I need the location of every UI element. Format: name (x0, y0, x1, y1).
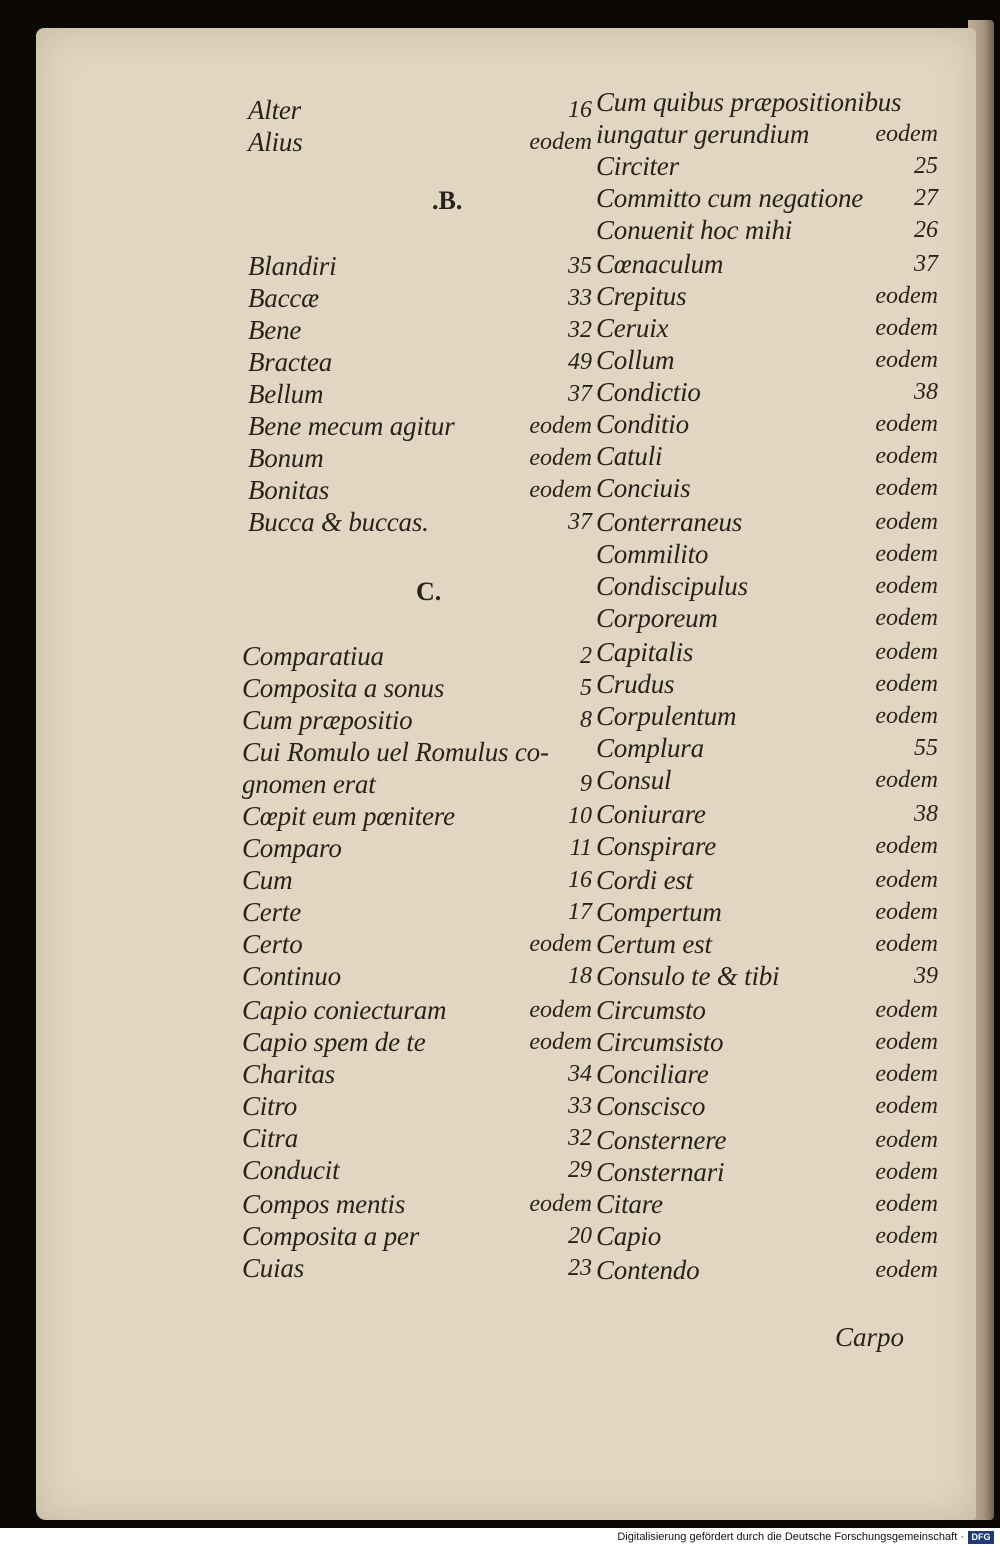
right-page-ref: eodem (875, 703, 938, 729)
left-index-term: Citra (242, 1123, 299, 1153)
right-page-ref: eodem (875, 443, 938, 469)
left-page-ref: 16 (568, 867, 592, 893)
right-page-ref: eodem (875, 1093, 938, 1119)
right-index-term: Circumsto (596, 995, 706, 1025)
right-page-ref: 27 (914, 185, 938, 211)
left-index-term: Composita a per (242, 1221, 420, 1251)
left-page-ref: eodem (529, 1029, 592, 1055)
left-page-ref: 49 (568, 349, 592, 375)
left-index-term: Continuo (242, 961, 341, 991)
left-page-ref: 33 (568, 1093, 592, 1119)
book-page (36, 28, 976, 1520)
right-index-term: Circumsisto (596, 1027, 724, 1057)
right-page-ref: 25 (914, 153, 938, 179)
right-index-term: Cordi est (596, 865, 693, 895)
left-index-term: gnomen erat (242, 769, 376, 799)
left-page-ref: eodem (529, 413, 592, 439)
right-index-term: Circiter (596, 151, 679, 181)
left-index-term: Bractea (248, 347, 333, 377)
right-page-ref: eodem (875, 283, 938, 309)
right-page-ref: eodem (875, 573, 938, 599)
left-index-term: Capio spem de te (242, 1027, 426, 1057)
right-index-term: Compertum (596, 897, 722, 927)
right-index-term: Capitalis (596, 637, 694, 667)
right-page-ref: eodem (875, 315, 938, 341)
right-index-term: Coniurare (596, 799, 706, 829)
left-page-ref: 2 (580, 643, 592, 669)
left-index-term: Bene mecum agitur (248, 411, 455, 441)
right-index-term: Consternere (596, 1125, 727, 1155)
right-index-term: Certum est (596, 929, 712, 959)
left-index-term: Capio coniecturam (242, 995, 447, 1025)
left-index-term: Composita a sonus (242, 673, 445, 703)
left-page-ref: 20 (568, 1223, 592, 1249)
right-page-ref: eodem (875, 1223, 938, 1249)
left-page-ref: 9 (580, 771, 592, 797)
right-index-term: Conciuis (596, 473, 691, 503)
right-index-term: Conciliare (596, 1059, 709, 1089)
right-page-ref: eodem (875, 1191, 938, 1217)
right-page-ref: eodem (875, 671, 938, 697)
left-page-ref: eodem (529, 1191, 592, 1217)
left-page-ref: 32 (568, 317, 592, 343)
left-page-ref: eodem (529, 997, 592, 1023)
left-index-term: Cuias (242, 1253, 305, 1283)
left-page-ref: 23 (568, 1255, 592, 1281)
right-page-ref: eodem (875, 121, 938, 147)
section-letter: C. (416, 577, 442, 606)
right-page-ref: eodem (875, 833, 938, 859)
section-letter: .B. (432, 186, 463, 215)
right-page-ref: eodem (875, 767, 938, 793)
right-page-ref: eodem (875, 541, 938, 567)
right-index-term: Ceruix (596, 313, 669, 343)
left-page-ref: 10 (568, 803, 592, 829)
left-page-ref: 16 (568, 97, 592, 123)
right-index-term: Consulo te & tibi (596, 961, 780, 991)
left-index-term: Bonum (248, 443, 324, 473)
right-index-term: Condictio (596, 377, 701, 407)
right-index-term: Consternari (596, 1157, 725, 1187)
right-page-ref: eodem (875, 1061, 938, 1087)
right-index-term: Conscisco (596, 1091, 706, 1121)
right-page-ref: eodem (875, 347, 938, 373)
right-page-ref: 55 (914, 735, 938, 761)
left-page-ref: 37 (568, 381, 592, 407)
right-page-ref: eodem (875, 1127, 938, 1153)
right-index-term: Corpulentum (596, 701, 737, 731)
left-index-term: Comparatiua (242, 641, 384, 671)
left-index-term: Charitas (242, 1059, 335, 1089)
left-index-term: Bonitas (248, 475, 330, 505)
left-index-term: Bene (248, 315, 302, 345)
left-page-ref: 11 (569, 835, 592, 861)
right-index-term: Conspirare (596, 831, 717, 861)
right-page-ref: eodem (875, 639, 938, 665)
left-page-ref: 17 (568, 899, 592, 925)
catchword: Carpo (834, 1322, 904, 1352)
right-page-ref: 38 (914, 801, 938, 827)
right-page-ref: eodem (875, 1159, 938, 1185)
right-page-ref: eodem (875, 1029, 938, 1055)
right-page-ref: 26 (914, 217, 938, 243)
left-page-ref: 18 (568, 963, 592, 989)
left-page-ref: 5 (580, 675, 592, 701)
left-page-ref: 35 (568, 253, 592, 279)
left-page-ref: eodem (529, 129, 592, 155)
right-index-term: Conterraneus (596, 507, 743, 537)
left-index-term: Certe (242, 897, 301, 927)
left-index-term: Cum præpositio (242, 705, 413, 735)
right-index-term: Condiscipulus (596, 571, 748, 601)
left-index-term: Cum (242, 865, 293, 895)
right-page-ref: 38 (914, 379, 938, 405)
right-page-ref: eodem (875, 509, 938, 535)
right-index-term: Conuenit hoc mihi (596, 215, 793, 245)
right-index-term: Citare (596, 1189, 663, 1219)
right-page-ref: eodem (875, 605, 938, 631)
right-page-ref: eodem (875, 475, 938, 501)
right-index-term: Complura (596, 733, 704, 763)
right-page-ref: eodem (875, 899, 938, 925)
left-index-term: Alter (248, 95, 301, 125)
left-page-ref: 29 (568, 1157, 592, 1183)
right-page-ref: 39 (914, 963, 938, 989)
left-page-ref: 8 (580, 707, 592, 733)
right-page-ref: eodem (875, 411, 938, 437)
right-index-term: Contendo (596, 1255, 700, 1285)
right-index-term: Crepitus (596, 281, 687, 311)
left-index-term: Blandiri (248, 251, 337, 281)
right-index-term: Cœnaculum (596, 249, 724, 279)
left-index-term: Alius (248, 127, 303, 157)
left-index-term: Certo (242, 929, 303, 959)
left-page-ref: 32 (568, 1125, 592, 1151)
right-index-term: Consul (596, 765, 672, 795)
left-index-term: Cœpit eum pœnitere (242, 801, 455, 831)
right-index-term: Corporeum (596, 603, 718, 633)
right-page-ref: eodem (875, 931, 938, 957)
dfg-logo: DFG (968, 1531, 994, 1544)
right-index-term: Capio (596, 1221, 662, 1251)
right-index-term: iungatur gerundium (596, 119, 810, 149)
left-page-ref: 33 (568, 285, 592, 311)
left-index-term: Bucca & buccas. (248, 507, 429, 537)
left-index-term: Bellum (248, 379, 324, 409)
right-index-term: Cum quibus præpositionibus (596, 87, 902, 117)
left-page-ref: eodem (529, 931, 592, 957)
left-index-term: Baccæ (248, 283, 319, 313)
right-index-term: Catuli (596, 441, 663, 471)
left-index-term: Citro (242, 1091, 298, 1121)
left-page-ref: 37 (568, 509, 592, 535)
right-index-term: Commilito (596, 539, 709, 569)
right-index-term: Committo cum negatione (596, 183, 864, 213)
left-page-ref: eodem (529, 445, 592, 471)
right-index-term: Collum (596, 345, 675, 375)
left-index-term: Conducit (242, 1155, 340, 1185)
left-page-ref: eodem (529, 477, 592, 503)
funding-notice: Digitalisierung gefördert durch die Deutsche Forschungsgemeinschaft · (617, 1531, 964, 1543)
right-page-ref: 37 (914, 251, 938, 277)
left-index-term: Comparo (242, 833, 342, 863)
left-index-term: Cui Romulo uel Romulus co- (242, 737, 549, 767)
right-page-ref: eodem (875, 1257, 938, 1283)
right-index-term: Conditio (596, 409, 689, 439)
footer-bar (0, 1528, 1000, 1548)
right-index-term: Crudus (596, 669, 675, 699)
right-page-ref: eodem (875, 867, 938, 893)
left-page-ref: 34 (568, 1061, 592, 1087)
left-index-term: Compos mentis (242, 1189, 406, 1219)
right-page-ref: eodem (875, 997, 938, 1023)
